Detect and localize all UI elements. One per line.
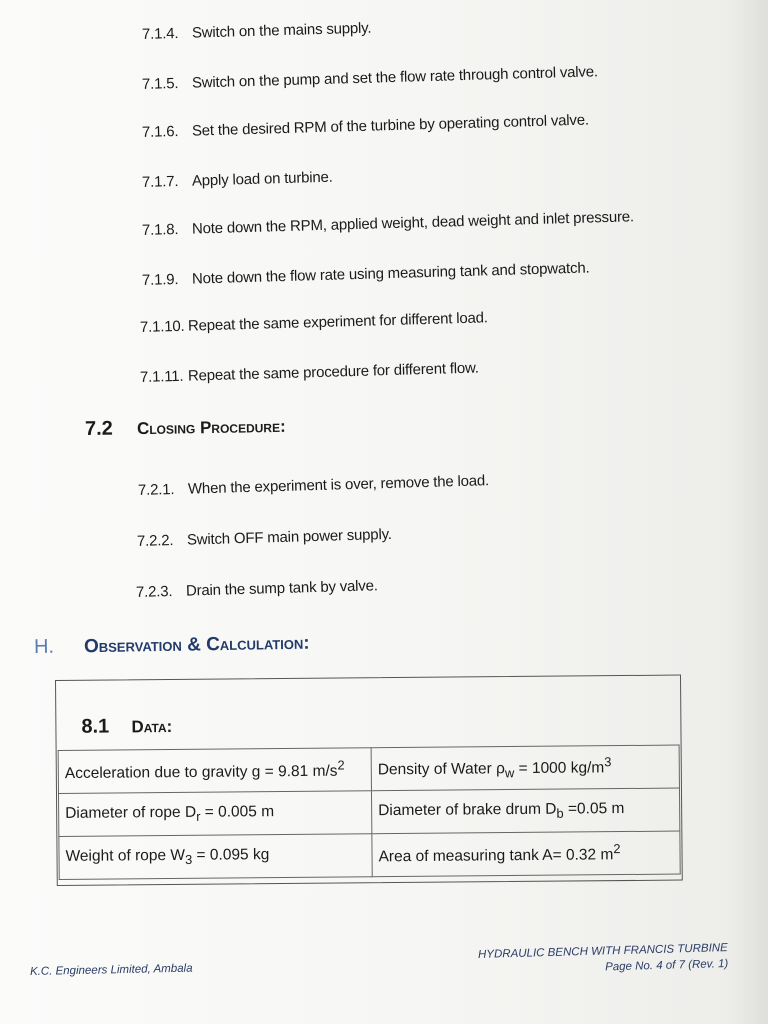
closing-step bbox=[137, 526, 392, 550]
table-cell: Acceleration due to gravity g = 9.81 $m/s^2$ bbox=[58, 748, 371, 794]
step-number: 7.1.9. bbox=[141, 270, 179, 289]
procedure-step bbox=[142, 112, 589, 141]
procedure-step bbox=[140, 309, 488, 336]
footer-doc-info bbox=[478, 940, 729, 979]
table-cell: Density of Water $\rho_w = 1000$ $kg/m^3$ bbox=[371, 745, 679, 791]
step-text: Apply load on turbine. bbox=[191, 168, 333, 190]
step-number: 7.1.7. bbox=[141, 172, 179, 191]
table-cell: Diameter of brake drum $D_b =0.05$ m bbox=[371, 788, 679, 834]
step-text: Repeat the same procedure for different flow. bbox=[187, 359, 480, 385]
step-number: 7.2.1. bbox=[137, 480, 175, 499]
observation-heading bbox=[34, 632, 310, 659]
data-number: 8.1 bbox=[81, 715, 110, 738]
step-text: Repeat the same experiment for different load. bbox=[187, 309, 488, 335]
table-cell: Area of measuring tank A= 0.32 $m^2$ bbox=[372, 831, 680, 877]
step-text: Drain the sump tank by valve. bbox=[185, 577, 378, 600]
section-title: Observation & Calculation: bbox=[83, 632, 310, 658]
data-box bbox=[55, 675, 683, 886]
closing-step bbox=[136, 577, 378, 601]
closing-step bbox=[138, 472, 490, 499]
step-text: Note down the flow rate using measuring tank and stopwatch. bbox=[191, 259, 590, 288]
step-number: 7.1.4. bbox=[141, 24, 179, 43]
step-number: 7.1.10. bbox=[139, 317, 185, 336]
procedure-step bbox=[142, 260, 590, 289]
table-row bbox=[59, 831, 680, 879]
procedure-step bbox=[142, 20, 372, 43]
data-title: Data: bbox=[131, 716, 173, 737]
procedure-step bbox=[142, 208, 634, 239]
step-number: 7.1.8. bbox=[141, 220, 179, 239]
procedure-step bbox=[140, 360, 479, 386]
table-cell: Weight of rope $W_3 = 0.095$ kg bbox=[59, 834, 372, 880]
step-text: Note down the RPM, applied weight, dead weight and inlet pressure. bbox=[191, 208, 635, 238]
table-row bbox=[58, 745, 679, 793]
table-cell: Diameter of rope $D_r = 0.005$ m bbox=[58, 791, 371, 837]
step-text: Switch OFF main power supply. bbox=[186, 525, 392, 549]
step-number: 7.1.6. bbox=[141, 122, 179, 141]
page-shadow bbox=[728, 0, 768, 1024]
footer-page-number: Page No. 4 of 7 (Rev. 1) bbox=[604, 957, 729, 974]
data-table bbox=[58, 745, 681, 880]
procedure-step bbox=[142, 63, 598, 93]
step-number: 7.2.2. bbox=[136, 531, 174, 550]
step-text: When the experiment is over, remove the load. bbox=[187, 472, 490, 498]
section-title: Closing Procedure: bbox=[136, 416, 286, 439]
step-text: Switch on the mains supply. bbox=[191, 19, 372, 42]
footer-doc-title: HYDRAULIC BENCH WITH FRANCIS TURBINE bbox=[477, 942, 728, 961]
footer-company: K.C. Engineers Limited, Ambala bbox=[29, 962, 193, 978]
section-letter: H. bbox=[33, 635, 55, 658]
closing-procedure-heading bbox=[85, 415, 286, 441]
table-row bbox=[58, 788, 679, 836]
step-text: Set the desired RPM of the turbine by operating control valve. bbox=[191, 111, 590, 140]
step-text: Switch on the pump and set the flow rate through control valve. bbox=[191, 63, 599, 92]
section-number: 7.2 bbox=[84, 417, 113, 440]
step-number: 7.1.11. bbox=[139, 367, 184, 386]
step-number: 7.1.5. bbox=[141, 74, 179, 93]
data-heading bbox=[81, 715, 172, 739]
step-number: 7.2.3. bbox=[135, 582, 173, 601]
procedure-step bbox=[142, 169, 333, 191]
